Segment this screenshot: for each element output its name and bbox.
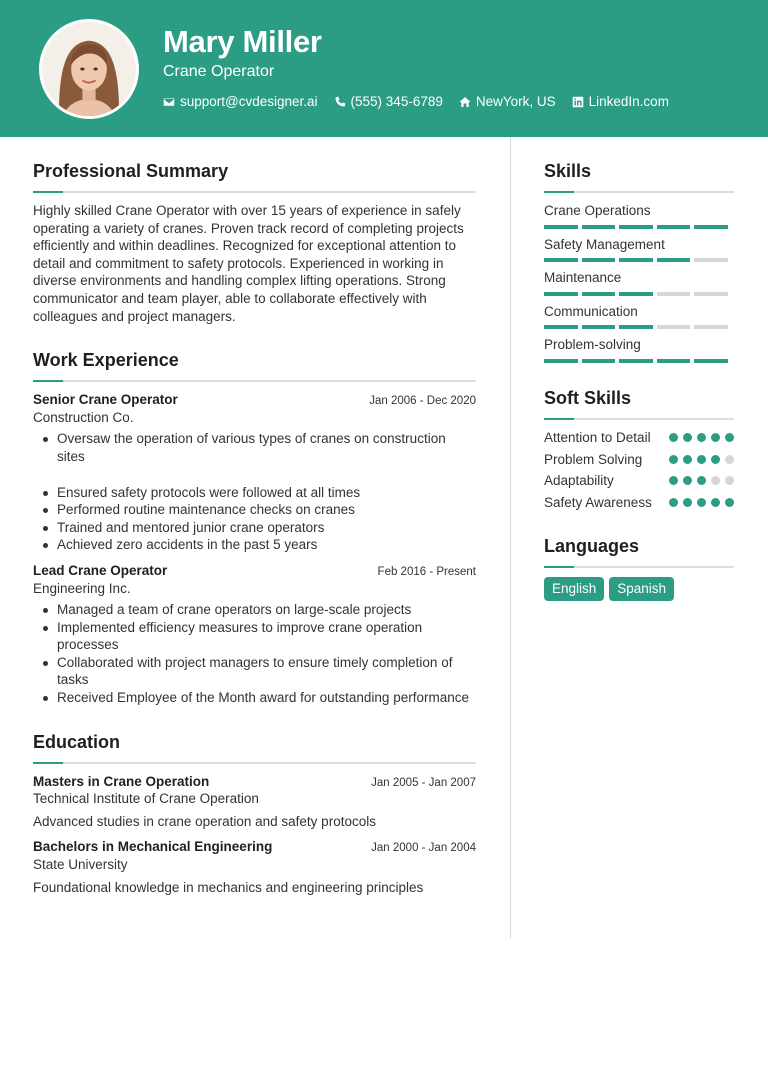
bullet-item: Ensured safety protocols were followed at all times: [33, 484, 476, 502]
skill-level-segment: [657, 359, 691, 363]
contact-location: [459, 94, 556, 109]
job-company: Construction Co.: [33, 409, 134, 425]
education-school: State University: [33, 857, 128, 873]
rating-dot: [683, 455, 692, 464]
skills-section: [544, 160, 734, 363]
soft-skill-rating: [669, 498, 734, 507]
soft-skill-name: Adaptability: [544, 473, 614, 489]
skill-level-segment: [619, 258, 653, 262]
contact-bar: [163, 94, 669, 109]
rating-dot: [725, 476, 734, 485]
rating-dot: [683, 433, 692, 442]
skill-name: Maintenance: [544, 270, 622, 286]
skill-level-bar: [544, 292, 734, 296]
bullet-item: Managed a team of crane operators on large-scale projects: [33, 601, 476, 619]
bullet-item: Collaborated with project managers to ensure timely completion of tasks: [33, 654, 476, 689]
soft-skill-name: Problem Solving: [544, 451, 643, 467]
bullet-item: Implemented efficiency measures to improve crane operation processes: [33, 619, 476, 654]
linkedin-icon: [572, 96, 584, 108]
skill-level-bar: [544, 225, 734, 229]
contact-email-text: support@cvdesigner.ai: [180, 94, 318, 109]
education-rule: [33, 762, 476, 764]
phone-icon: [334, 96, 346, 108]
skill-item: [544, 269, 734, 296]
summary-heading: Professional Summary: [33, 161, 229, 181]
skill-level-segment: [694, 292, 728, 296]
education-description: Advanced studies in crane operation and safety protocols: [33, 813, 376, 829]
soft-skill-item: [544, 429, 734, 447]
skill-level-segment: [582, 359, 616, 363]
skill-name: Safety Management: [544, 236, 665, 252]
skill-level-segment: [544, 225, 578, 229]
skill-level-segment: [582, 292, 616, 296]
experience-rule: [33, 380, 476, 382]
education-heading: Education: [33, 731, 121, 752]
soft-skill-rating: [669, 455, 734, 464]
education-description: Foundational knowledge in mechanics and engineering principles: [33, 879, 424, 895]
rating-dot: [725, 498, 734, 507]
rating-dot: [725, 433, 734, 442]
side-column: [544, 160, 734, 601]
soft-skill-rating: [669, 476, 734, 485]
education-entry: [33, 838, 476, 896]
education-section: [33, 731, 476, 897]
candidate-name: Mary Miller: [163, 24, 322, 59]
soft-skills-section: [544, 387, 734, 511]
bullet-item: Received Employee of the Month award for outstanding performance: [33, 689, 476, 707]
contact-location-text: NewYork, US: [475, 94, 556, 109]
skill-level-segment: [582, 258, 616, 262]
rating-dot: [669, 433, 678, 442]
resume-header: [0, 0, 768, 137]
contact-linkedin-text: LinkedIn.com: [588, 94, 669, 109]
contact-linkedin[interactable]: [572, 94, 669, 109]
rating-dot: [711, 455, 720, 464]
soft-skill-rating: [669, 433, 734, 442]
profile-portrait-icon: [42, 22, 136, 116]
contact-email[interactable]: [163, 94, 318, 109]
rating-dot: [697, 455, 706, 464]
candidate-title: Crane Operator: [163, 63, 275, 80]
languages-heading: Languages: [544, 536, 640, 557]
job-company: Engineering Inc.: [33, 580, 131, 596]
rating-dot: [711, 476, 720, 485]
summary-text: Highly skilled Crane Operator with over 15 years of experience in safely operating a variety of cranes. Proven track record of completing projects efficiently and within deadlines. Recognized for exceptional attention to detail and commitment to safety protocols. Experienced in working in diverse environments and handling complex lifting operations. Strong communicator and team player, able to collaborate effectively with colleagues and project managers.: [33, 203, 464, 324]
skill-level-segment: [619, 359, 653, 363]
experience-heading: Work Experience: [33, 350, 179, 371]
skill-item: [544, 336, 734, 363]
rating-dot: [669, 476, 678, 485]
skill-level-segment: [544, 359, 578, 363]
skills-heading: Skills: [544, 161, 592, 181]
job-entry: [33, 562, 476, 707]
skill-level-bar: [544, 359, 734, 363]
rating-dot: [669, 455, 678, 464]
job-dates: Jan 2006 - Dec 2020: [369, 395, 476, 408]
job-bullets: [33, 601, 476, 707]
skill-item: [544, 303, 734, 330]
home-icon: [459, 96, 471, 108]
soft-skill-name: Attention to Detail: [544, 429, 651, 445]
profile-photo: [39, 19, 139, 119]
rating-dot: [683, 498, 692, 507]
contact-phone[interactable]: [334, 94, 443, 109]
skill-level-bar: [544, 325, 734, 329]
education-entry: [33, 773, 476, 831]
education-degree: Bachelors in Mechanical Engineering: [33, 839, 273, 855]
skill-level-segment: [694, 258, 728, 262]
rating-dot: [697, 498, 706, 507]
job-dates: Feb 2016 - Present: [377, 565, 476, 578]
summary-rule: [33, 191, 476, 193]
soft-skill-item: [544, 451, 734, 469]
contact-phone-text: (555) 345-6789: [350, 94, 443, 109]
rating-dot: [683, 476, 692, 485]
education-dates: Jan 2005 - Jan 2007: [371, 776, 476, 789]
job-role: Lead Crane Operator: [33, 562, 168, 578]
skill-level-segment: [657, 258, 691, 262]
languages-list: [544, 577, 734, 601]
soft-skill-item: [544, 472, 734, 490]
skills-rule: [544, 191, 734, 193]
bullet-item: Performed routine maintenance checks on cranes: [33, 501, 476, 519]
rating-dot: [711, 498, 720, 507]
summary-section: [33, 160, 476, 325]
skill-level-segment: [582, 225, 616, 229]
skill-level-segment: [619, 292, 653, 296]
skill-level-segment: [619, 325, 653, 329]
soft-skills-heading: Soft Skills: [544, 387, 632, 408]
bullet-item: Trained and mentored junior crane operators: [33, 519, 476, 537]
rating-dot: [669, 498, 678, 507]
skill-level-segment: [694, 225, 728, 229]
skill-item: [544, 202, 734, 229]
skill-level-segment: [694, 325, 728, 329]
skill-level-segment: [582, 325, 616, 329]
column-divider: [510, 137, 511, 939]
soft-skill-name: Safety Awareness: [544, 494, 652, 510]
skill-level-segment: [544, 325, 578, 329]
skill-item: [544, 236, 734, 263]
rating-dot: [697, 476, 706, 485]
skill-level-segment: [694, 359, 728, 363]
languages-section: [544, 535, 734, 601]
skill-level-bar: [544, 258, 734, 262]
skill-level-segment: [619, 225, 653, 229]
main-column: [33, 160, 476, 904]
bullet-item: Achieved zero accidents in the past 5 years: [33, 536, 476, 554]
soft-skills-list: [544, 429, 734, 511]
skill-level-segment: [657, 292, 691, 296]
bullet-item: Oversaw the operation of various types of cranes on construction sites: [33, 430, 476, 465]
skill-name: Problem-solving: [544, 337, 641, 353]
skill-level-segment: [544, 292, 578, 296]
language-chip: English: [544, 577, 604, 601]
skill-level-segment: [657, 225, 691, 229]
education-dates: Jan 2000 - Jan 2004: [371, 842, 476, 855]
languages-rule: [544, 566, 734, 568]
skills-list: [544, 202, 734, 363]
envelope-icon: [163, 96, 175, 108]
rating-dot: [697, 433, 706, 442]
rating-dot: [725, 455, 734, 464]
job-bullets: [33, 430, 476, 554]
soft-skill-item: [544, 494, 734, 512]
skill-level-segment: [657, 325, 691, 329]
skill-name: Crane Operations: [544, 203, 651, 218]
experience-section: [33, 349, 476, 707]
job-entry: [33, 391, 476, 554]
education-degree: Masters in Crane Operation: [33, 773, 210, 789]
skill-level-segment: [544, 258, 578, 262]
soft-skills-rule: [544, 418, 734, 420]
education-school: Technical Institute of Crane Operation: [33, 791, 259, 807]
job-role: Senior Crane Operator: [33, 392, 178, 408]
skill-name: Communication: [544, 303, 638, 319]
rating-dot: [711, 433, 720, 442]
language-chip: Spanish: [609, 577, 674, 601]
